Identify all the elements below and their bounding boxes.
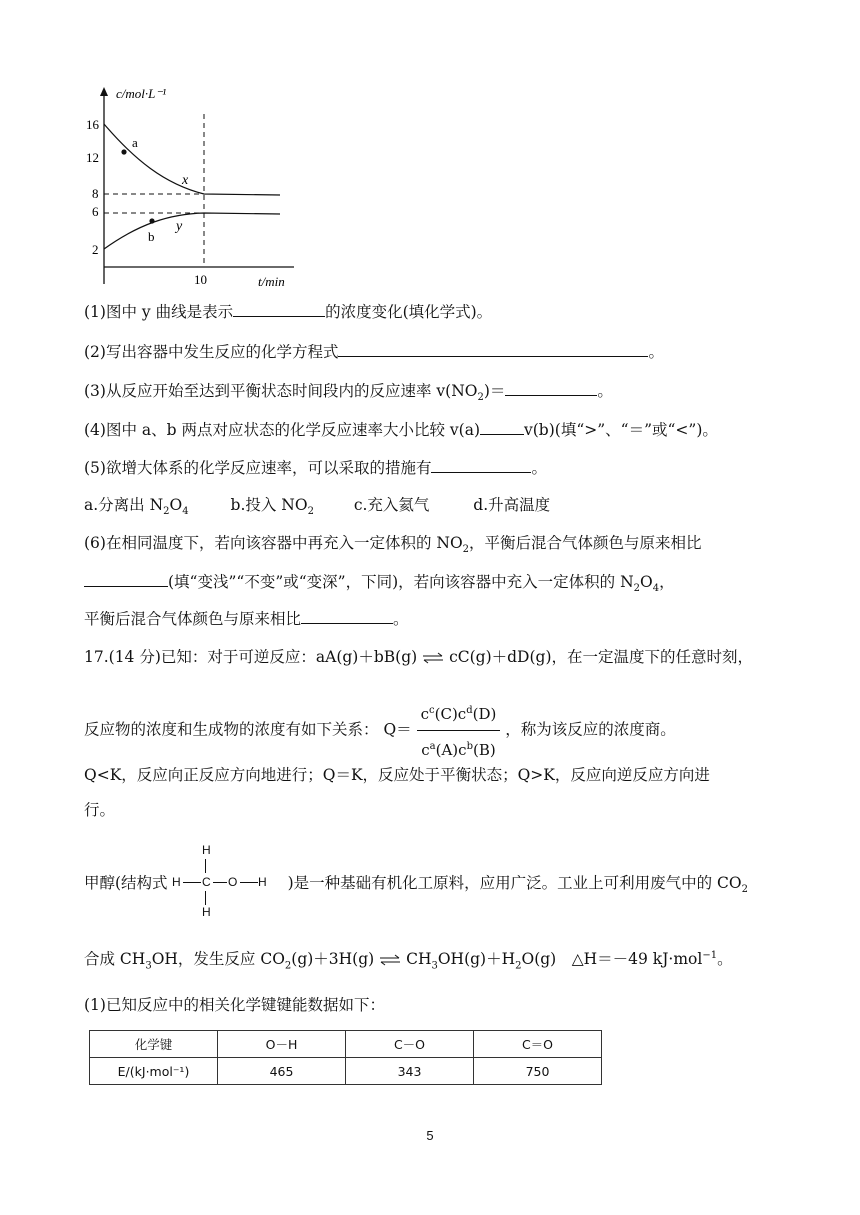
question-3: (3)从反应开始至达到平衡状态时间段内的反应速率 $v(NO_2)=$ 。 [84, 379, 613, 409]
question-5-options [84, 494, 550, 523]
table-cell: 343 [346, 1058, 474, 1085]
point-b-label: b [148, 229, 155, 244]
table-header-row [90, 1031, 602, 1058]
answer-blank[interactable] [338, 340, 648, 357]
question-5: (5)欲增大体系的化学反应速率，可以采取的措施有 。 [84, 456, 547, 479]
equilibrium-arrow-icon [379, 954, 401, 966]
curve-x [104, 124, 280, 195]
methanol-line: 甲醇(结构式 )是一种基础有机化工原料，应用广泛。工业上可利用废气中的 $CO_2$ [84, 874, 748, 896]
answer-blank[interactable] [505, 379, 597, 396]
question-4: (4)图中 a、b 两点对应状态的化学反应速率大小比较 v(a) v(b)(填“>”、“＝”或“<”)。 [84, 418, 718, 441]
tick-6: 6 [92, 204, 99, 219]
question-1: (1)图中 y 曲线是表示 的浓度变化(填化学式)。 [84, 300, 492, 323]
point-a [121, 149, 126, 154]
question-6-line-3: 平衡后混合气体颜色与原来相比 。 [84, 607, 409, 630]
x-axis-label: t/min [258, 274, 285, 289]
table-row-label: E/(kJ·mol⁻¹) [90, 1058, 218, 1085]
question-2: (2)写出容器中发生反应的化学方程式 。 [84, 340, 664, 363]
point-a-label: a [132, 135, 138, 150]
synthesis-line: 合成 $CH_3OH$，发生反应 $CO_2(g)+3H(g)$ $CH_3OH(g)+H_2O(g)$ △H＝－49 kJ·mol$^{-1}$。 [84, 950, 733, 972]
concentration-time-graph [84, 84, 299, 290]
table-header: C－O [346, 1031, 474, 1058]
equilibrium-arrow-icon [422, 652, 444, 664]
table-cell: 750 [474, 1058, 602, 1085]
curve-y-label: y [176, 219, 183, 234]
table-cell: 465 [218, 1058, 346, 1085]
tick-12: 12 [86, 150, 99, 165]
page-number: 5 [426, 1128, 434, 1143]
point-b [149, 218, 154, 223]
q17-rule-line-1: Q<K，反应向正反应方向地进行；Q＝K，反应处于平衡状态；Q>K，反应向逆反应方向进 [84, 766, 710, 784]
question-6-line-1: (6)在相同温度下，若向该容器中再充入一定体积的 $NO_2$，平衡后混合气体颜色与原来相比 [84, 534, 702, 556]
q17-rule-line-2: 行。 [84, 801, 116, 819]
answer-blank[interactable] [431, 456, 531, 473]
quotient-fraction: $\frac{c^c(C)c^d(D)}{c^a(A)c^b(B)}$ [417, 696, 501, 765]
table-header: C＝O [474, 1031, 602, 1058]
table-header: 化学键 [90, 1031, 218, 1058]
tick-16: 16 [86, 117, 99, 132]
question-17-intro: 17.(14 分)已知：对于可逆反应：aA(g)＋bB(g) cC(g)＋dD(g)，在一定温度下的任意时刻， [84, 648, 753, 666]
curve-x-label: x [182, 173, 189, 188]
answer-blank[interactable] [480, 418, 524, 435]
tick-8: 8 [92, 186, 99, 201]
q-expression-line: 反应物的浓度和生成物的浓度有如下关系： Q＝ $\frac{c^c(C)c^d(D)}{c^a(A)c^b(B)}$ ，称为该反应的浓度商。 [84, 696, 676, 765]
y-axis-arrow [100, 87, 108, 96]
table-row [90, 1058, 602, 1085]
methanol-structure-diagram: H H C O H H [172, 843, 267, 919]
option-b[interactable]: b.投入 $NO_2$ [230, 496, 314, 518]
answer-blank[interactable] [301, 607, 393, 624]
question-6-line-2: (填“变浅”“不变”或“变深”，下同)，若向该容器中充入一定体积的 $N_2O_4$， [84, 570, 675, 600]
option-a[interactable]: a.分离出 $N_2O_4$ [84, 496, 189, 518]
curve-y [104, 213, 280, 249]
q17-sub-1: (1)已知反应中的相关化学键键能数据如下： [84, 996, 385, 1014]
answer-blank[interactable] [84, 570, 168, 587]
y-axis-label: c/mol·L⁻¹ [116, 86, 167, 101]
tick-10: 10 [194, 272, 207, 287]
table-header: O－H [218, 1031, 346, 1058]
tick-2: 2 [92, 242, 99, 257]
bond-energy-table [89, 1030, 602, 1085]
option-d[interactable]: d.升高温度 [473, 496, 551, 514]
answer-blank[interactable] [233, 300, 325, 317]
option-c[interactable]: c.充入氦气 [353, 496, 430, 514]
